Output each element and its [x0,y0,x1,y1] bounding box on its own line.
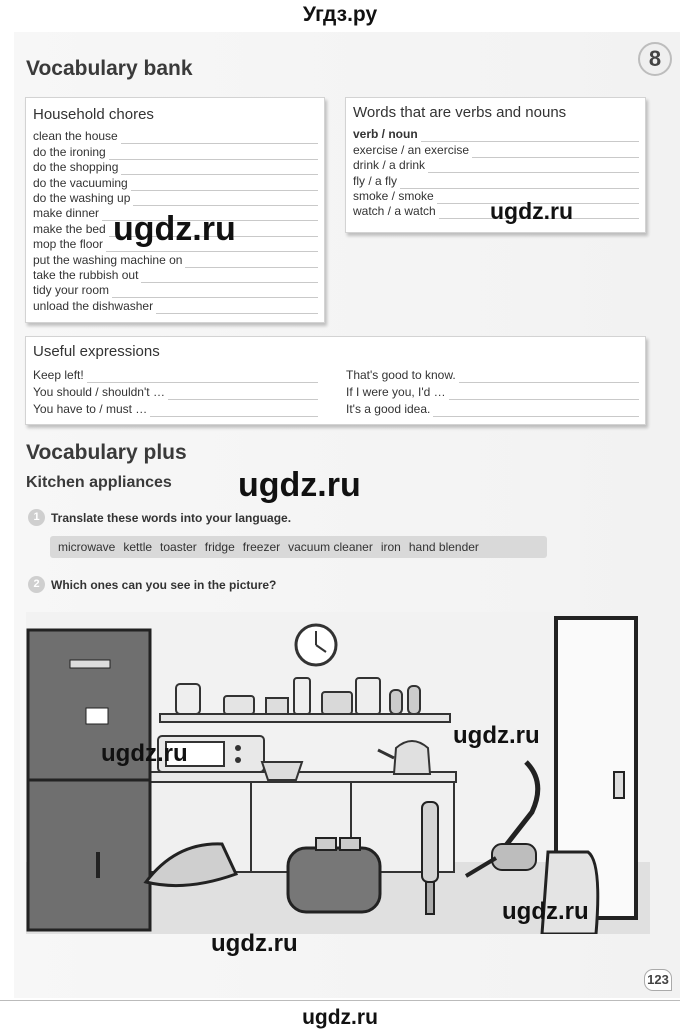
pepper-mill [390,690,402,714]
vocab-line: Keep left! [33,366,318,383]
salt-mill [408,686,420,714]
jar [176,684,200,714]
watermark: ugdz.ru [113,210,236,248]
vocabulary-plus-title: Vocabulary plus [26,441,187,464]
verbs-nouns-title: Words that are verbs and nouns [353,104,567,121]
word-bank-item: microwave [58,540,116,554]
vocab-line: It's a good idea. [346,400,639,417]
vocab-line: put the washing machine on [33,252,318,267]
exercise-1-instruction: Translate these words into your language. [51,510,292,525]
word-bank-item: vacuum cleaner [288,540,373,554]
fridge-note [86,708,108,724]
kitchen-illustration [26,612,650,934]
vocab-line: You have to / must … [33,400,318,417]
verb-noun-header: verb / noun [353,127,639,142]
box [266,698,288,714]
site-header: Угдз.ру [302,3,378,26]
fridge-label [70,660,110,668]
pot [224,696,254,714]
vocab-line: do the shopping [33,160,318,175]
kitchen-drawing [26,612,650,934]
toaster [288,848,380,912]
vocab-line: smoke / smoke [353,189,639,204]
vocab-line: That's good to know. [346,366,639,383]
site-footer: ugdz.ru [0,1000,680,1033]
vocab-line: do the vacuuming [33,175,318,190]
exercise-2-number: 2 [28,576,45,593]
vocab-line: If I were you, I'd … [346,383,639,400]
watermark: ugdz.ru [211,930,298,957]
vocab-line: watch / a watch [353,204,639,219]
vocab-line: clean the house [33,129,318,144]
word-bank-item: freezer [242,540,281,554]
exercise-1 [28,509,291,526]
word-bank-item: iron [380,540,401,554]
page-number: 123 [644,969,672,991]
vocab-line: take the rubbish out [33,268,318,283]
bottle [294,678,310,714]
door-handle [614,772,624,798]
vocab-line: fly / a fly [353,173,639,188]
vocab-line: do the ironing [33,144,318,159]
container [322,692,352,714]
useful-expressions-right [346,366,639,417]
vocab-line: do the washing up [33,191,318,206]
vocab-line: exercise / an exercise [353,142,639,157]
watermark: ugdz.ru [502,898,589,925]
watermark: ugdz.ru [238,466,361,504]
vocab-line: You should / shouldn't … [33,383,318,400]
vocab-line: unload the dishwasher [33,298,318,313]
household-chores-title: Household chores [33,106,154,123]
kitchen-appliances-subtitle: Kitchen appliances [26,474,172,491]
useful-expressions-box [25,336,646,425]
vocab-line: drink / a drink [353,158,639,173]
word-bank-item: fridge [204,540,235,554]
exercise-2-instruction: Which ones can you see in the picture? [51,577,277,592]
jar-2 [356,678,380,714]
watermark: ugdz.ru [101,740,188,767]
exercise-1-number: 1 [28,509,45,526]
exercise-2 [28,576,276,593]
vocab-line: mop the floor [33,237,318,252]
vacuum-cleaner [492,844,536,870]
useful-expressions-title: Useful expressions [33,343,160,360]
vocab-line: tidy your room [33,283,318,298]
vocab-line: make the bed [33,221,318,236]
bowl [262,762,302,780]
watermark: ugdz.ru [490,198,574,224]
word-bank [50,536,547,558]
word-bank-item: kettle [123,540,153,554]
shelf [160,714,450,722]
word-bank-item: toaster [160,540,197,554]
vocab-line: make dinner [33,206,318,221]
kettle [394,741,430,774]
watermark: ugdz.ru [453,722,540,749]
word-bank-item: hand blender [408,540,479,554]
hand-blender [422,802,438,882]
vocabulary-bank-title: Vocabulary bank [26,57,193,80]
unit-number-badge: 8 [638,42,672,76]
useful-expressions-left [33,366,318,417]
